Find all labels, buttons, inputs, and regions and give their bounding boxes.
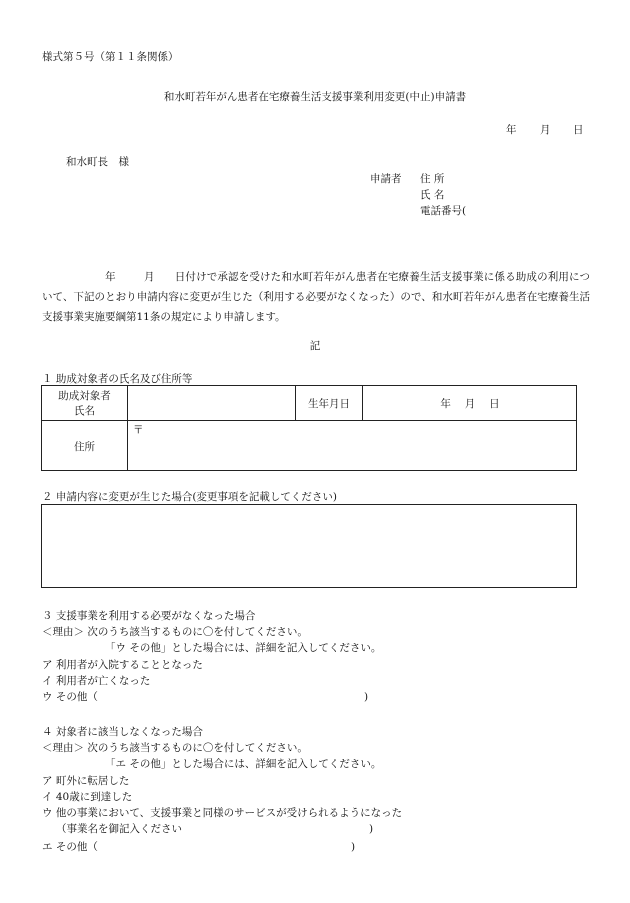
subject-name-label-line1: 助成対象者	[58, 390, 111, 402]
body-text: 日付けで承認を受けた和水町若年がん患者在宅療養生活支援事業に係る助成の利用について、下記のとおり申請内容に変更が生じた（利用する必要がなくなった）ので、和水町若年がん患者在宅療養生活支援事業実施要綱第11条の規定により申請します。	[42, 271, 590, 323]
section1-heading: １ 助成対象者の氏名及び住所等	[42, 373, 193, 385]
section4-note: 「エ その他」とした場合には、詳細を記入してください。	[105, 758, 382, 770]
section3-option-u-close: )	[364, 691, 369, 703]
postal-mark: 〒	[133, 424, 144, 436]
ki-mark: 記	[309, 340, 321, 352]
section4-heading: ４ 対象者に該当しなくなった場合	[42, 726, 203, 738]
body-month[interactable]: 月	[143, 271, 155, 283]
section2-heading: ２ 申請内容に変更が生じた場合(変更事項を記載してください)	[42, 491, 338, 503]
section3-option-i[interactable]: イ 利用者が亡くなった	[42, 675, 151, 687]
date-month[interactable]: 月	[540, 124, 551, 136]
subject-name-input[interactable]	[128, 386, 294, 420]
section3-heading: ３ 支援事業を利用する必要がなくなった場合	[42, 610, 256, 622]
applicant-label: 申請者	[370, 173, 402, 185]
birthdate-value[interactable]: 年 月 日	[440, 398, 500, 410]
section4-option-u[interactable]: ウ 他の事業において、支援事業と同様のサービスが受けられるようになった	[42, 807, 403, 819]
applicant-name-label[interactable]: 氏 名	[420, 189, 445, 201]
date-day[interactable]: 日	[573, 124, 584, 136]
section4-business-name[interactable]: （事業名を御記入ください	[56, 823, 182, 835]
subject-name-label-line2: 氏名	[74, 405, 95, 417]
document-title: 和水町若年がん患者在宅療養生活支援事業利用変更(中止)申請書	[163, 91, 467, 103]
birthdate-label: 生年月日	[308, 398, 350, 410]
applicant-phone-label[interactable]: 電話番号(	[420, 205, 467, 217]
address-label: 住所	[74, 441, 95, 453]
section3-option-u[interactable]: ウ その他（	[42, 691, 98, 703]
section4-option-a[interactable]: ア 町外に転居した	[42, 775, 130, 787]
applicant-address-label[interactable]: 住 所	[420, 173, 445, 185]
section4-business-name-close: )	[369, 823, 374, 835]
date-year[interactable]: 年	[506, 124, 517, 136]
section3-note: 「ウ その他」とした場合には、詳細を記入してください。	[105, 642, 382, 654]
application-body	[42, 267, 590, 327]
section4-option-e[interactable]: エ その他（	[42, 841, 98, 853]
addressee: 和水町長 様	[66, 156, 129, 168]
body-year[interactable]: 年	[105, 271, 116, 283]
section3-option-a[interactable]: ア 利用者が入院することとなった	[42, 659, 203, 671]
address-input[interactable]	[128, 421, 576, 470]
form-number: 様式第５号（第１１条関係）	[42, 51, 179, 63]
section4-option-i[interactable]: イ 40歳に到達した	[42, 791, 133, 803]
section3-reason: ＜理由＞ 次のうち該当するものに〇を付してください。	[42, 626, 308, 638]
section4-option-e-close: )	[351, 841, 356, 853]
change-details-box[interactable]	[41, 504, 577, 588]
section4-reason: ＜理由＞ 次のうち該当するものに〇を付してください。	[42, 742, 308, 754]
